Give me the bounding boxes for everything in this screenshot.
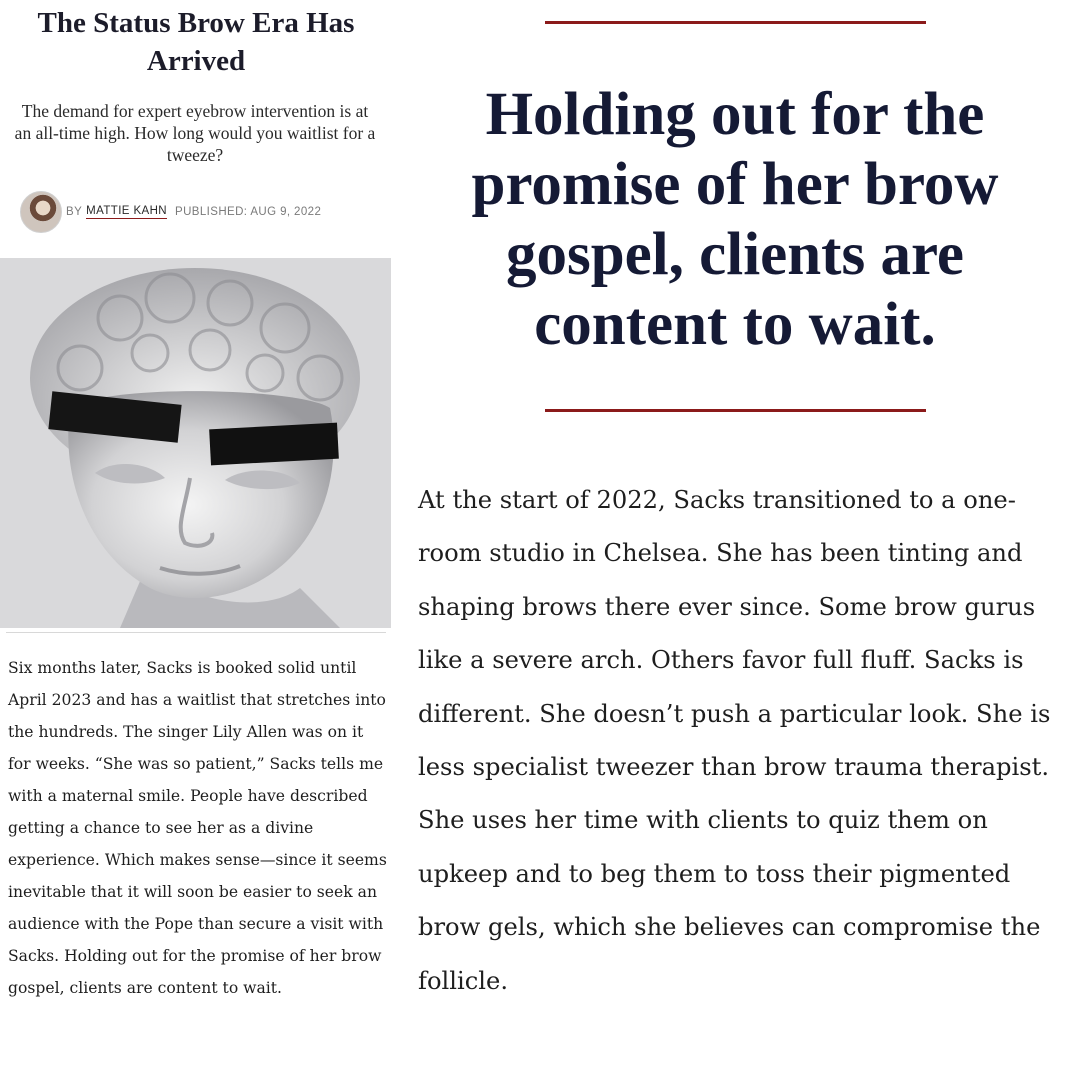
article-screenshot [0, 0, 392, 1080]
byline-by: BY [66, 206, 83, 218]
quote-rule-bottom [545, 409, 926, 412]
marble-bust-illustration [0, 258, 391, 628]
quote-rule-top [545, 21, 926, 24]
author-avatar[interactable] [20, 191, 62, 233]
hero-image [0, 258, 391, 628]
byline [20, 190, 321, 234]
body-paragraph: At the start of 2022, Sacks transitioned to a one-room studio in Chelsea. She has been tinting and shaping brows there ever since. Some brow gurus like a severe arch. Others favor full fluff. Sacks is different. She doesn’t push a particular look. She is less specialist tweezer than brow trauma therapist. She uses her time with clients to quiz them on upkeep and to beg them to toss their pigmented brow gels, which she believes can compromise the follicle. [418, 486, 1051, 995]
author-link[interactable]: MATTIE KAHN [86, 205, 168, 217]
pull-quote: Holding out for the promise of her brow gospel, clients are content to wait. [471, 81, 999, 358]
article-dek: The demand for expert eyebrow intervention is at an all-time high. How long would you waitlist for a tweeze? [14, 101, 376, 165]
article-body-excerpt: Six months later, Sacks is booked solid until April 2023 and has a waitlist that stretches into the hundreds. The singer Lily Allen was on it for weeks. “She was so patient,” Sacks tells me with a maternal smile. People have described getting a chance to see her as a divine experience. Which makes sense—since it seems inevitable that it will soon be easier to seek an audience with the Pope than secure a visit with Sacks. Holding out for the promise of her brow gospel, clients are content to wait. [8, 659, 387, 997]
publish-date: PUBLISHED: AUG 9, 2022 [175, 206, 322, 218]
article-title: The Status Brow Era Has Arrived [37, 7, 355, 77]
image-divider [6, 632, 386, 633]
